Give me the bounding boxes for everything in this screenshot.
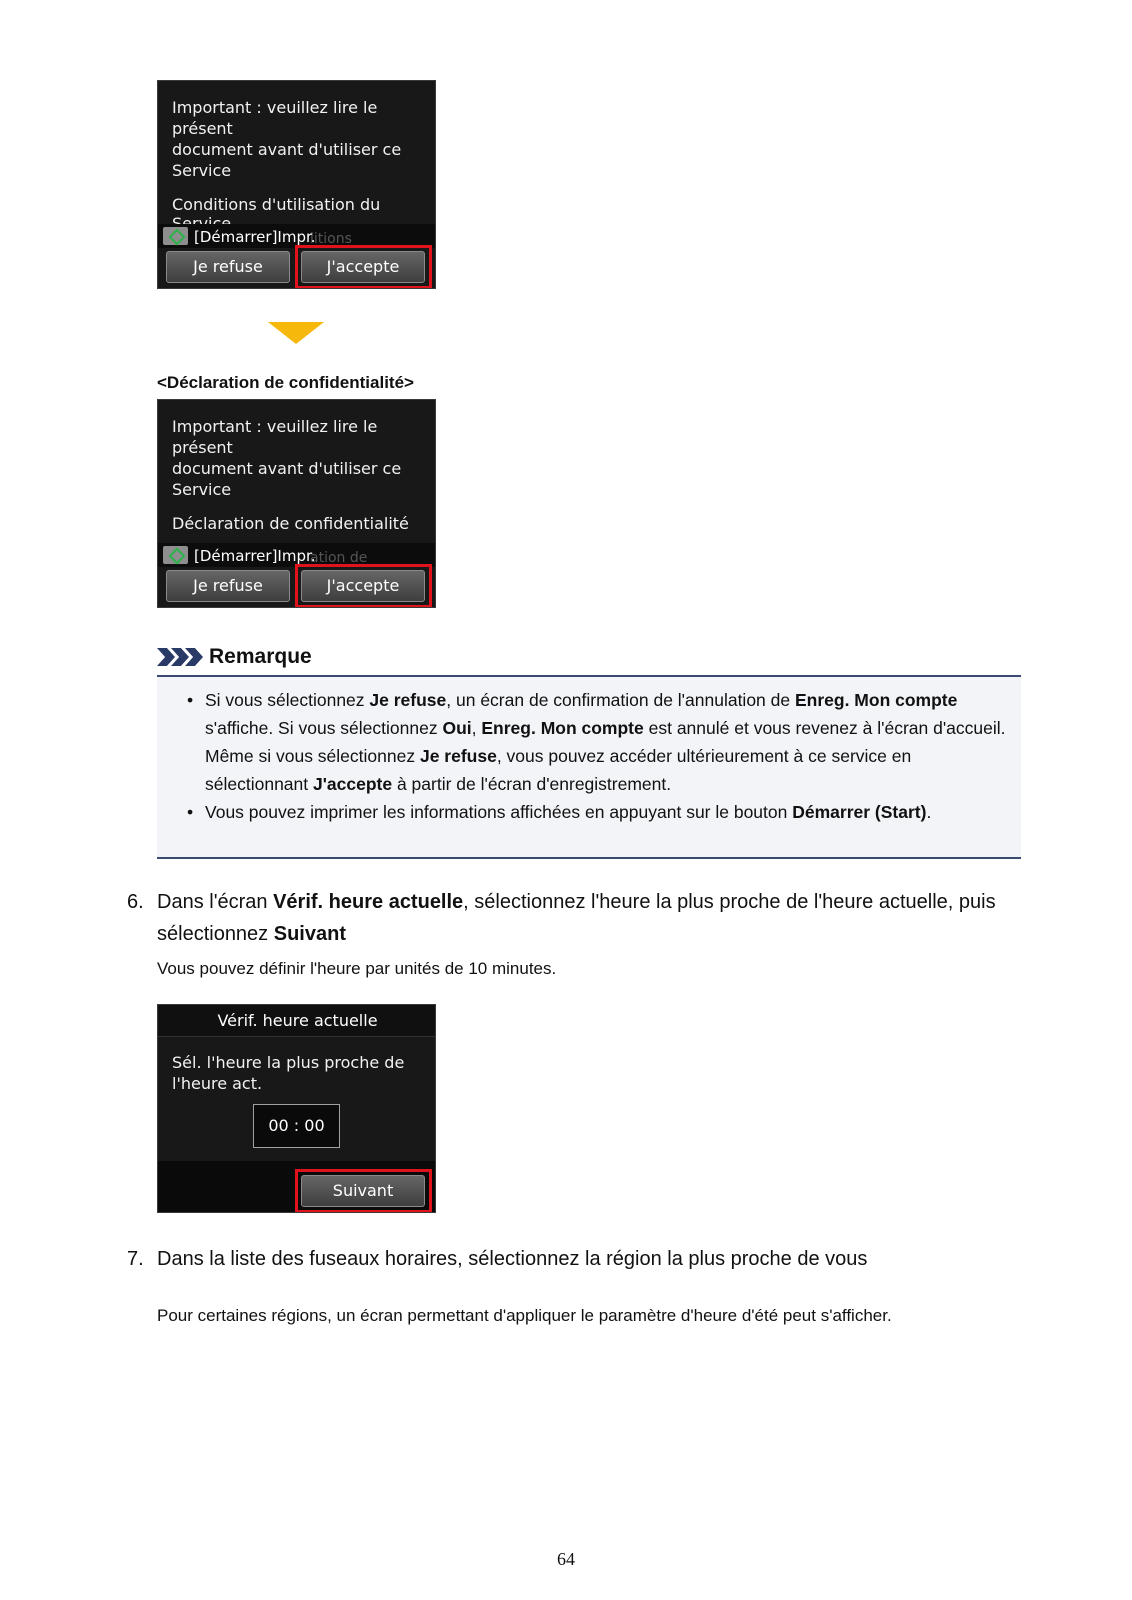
accept-highlight-frame <box>295 564 432 608</box>
privacy-screen <box>157 399 436 608</box>
accept-button[interactable]: J'accepte <box>301 570 425 602</box>
start-button-icon <box>163 227 188 245</box>
note-item: • Vous pouvez imprimer les informations affichées en appuyant sur le bouton Démarrer (Start). <box>187 798 1007 826</box>
terms-message: Important : veuillez lire le présent document avant d'utiliser ce Service <box>172 98 402 180</box>
terms-title: Conditions d'utilisation du <box>172 195 381 214</box>
time-message: Sél. l'heure la plus proche de l'heure act. <box>172 1053 405 1093</box>
note-box <box>157 675 1021 859</box>
start-print-label: [Démarrer]Impr. <box>194 547 316 565</box>
terms-screen <box>157 80 436 289</box>
time-field[interactable]: 00 : 00 <box>253 1104 340 1148</box>
start-button-icon <box>163 546 188 564</box>
step-number: 7. <box>127 1248 144 1270</box>
note-item: • Si vous sélectionnez Je refuse, un écran de confirmation de l'annulation de Enreg. Mon compte s'affiche. Si vous sélectionnez Oui, Enreg. Mon compte est annulé et vous revenez à l'écran d'accueil. Même si vous sélectionnez Je refuse, vous pouvez accéder ultérieurement à ce service en sélectionnant J'accepte à partir de l'écran d'enregistrement. <box>187 686 1007 798</box>
time-check-screen <box>157 1004 436 1213</box>
step-7 <box>127 1243 1027 1275</box>
step-6-description: Vous pouvez définir l'heure par unités de 10 minutes. <box>157 959 557 978</box>
step-text: Dans la liste des fuseaux horaires, sélectionnez la région la plus proche de vous <box>157 1248 868 1270</box>
privacy-message: Important : veuillez lire le présent document avant d'utiliser ce Service <box>172 417 402 499</box>
down-arrow-icon <box>268 322 324 344</box>
step-6 <box>127 886 1027 950</box>
step-number: 6. <box>127 891 144 913</box>
note-header <box>157 645 312 669</box>
scroll-ghost-text: litions <box>310 231 352 247</box>
note-title: Remarque <box>209 645 312 668</box>
page-number: 64 <box>557 1549 575 1569</box>
scroll-ghost-text: ation de <box>310 550 368 566</box>
refuse-button[interactable]: Je refuse <box>166 251 290 283</box>
next-highlight-frame <box>295 1169 432 1213</box>
next-button[interactable]: Suivant <box>301 1175 425 1207</box>
step-text: Dans l'écran Vérif. heure actuelle, sélectionnez l'heure la plus proche de l'heure actuelle, puis sélectionnez Suivant <box>157 891 996 945</box>
screen-title: Vérif. heure actuelle <box>158 1005 436 1037</box>
accept-button[interactable]: J'accepte <box>301 251 425 283</box>
refuse-button[interactable]: Je refuse <box>166 570 290 602</box>
privacy-heading: <Déclaration de confidentialité> <box>157 373 414 392</box>
note-arrows-icon <box>157 648 203 666</box>
start-print-label: [Démarrer]Impr. <box>194 228 316 246</box>
step-7-description: Pour certaines régions, un écran permettant d'appliquer le paramètre d'heure d'été peut s'afficher. <box>157 1306 892 1325</box>
accept-highlight-frame <box>295 245 432 289</box>
note-list <box>187 686 1007 826</box>
privacy-title: Déclaration de confidentialité <box>172 514 409 533</box>
